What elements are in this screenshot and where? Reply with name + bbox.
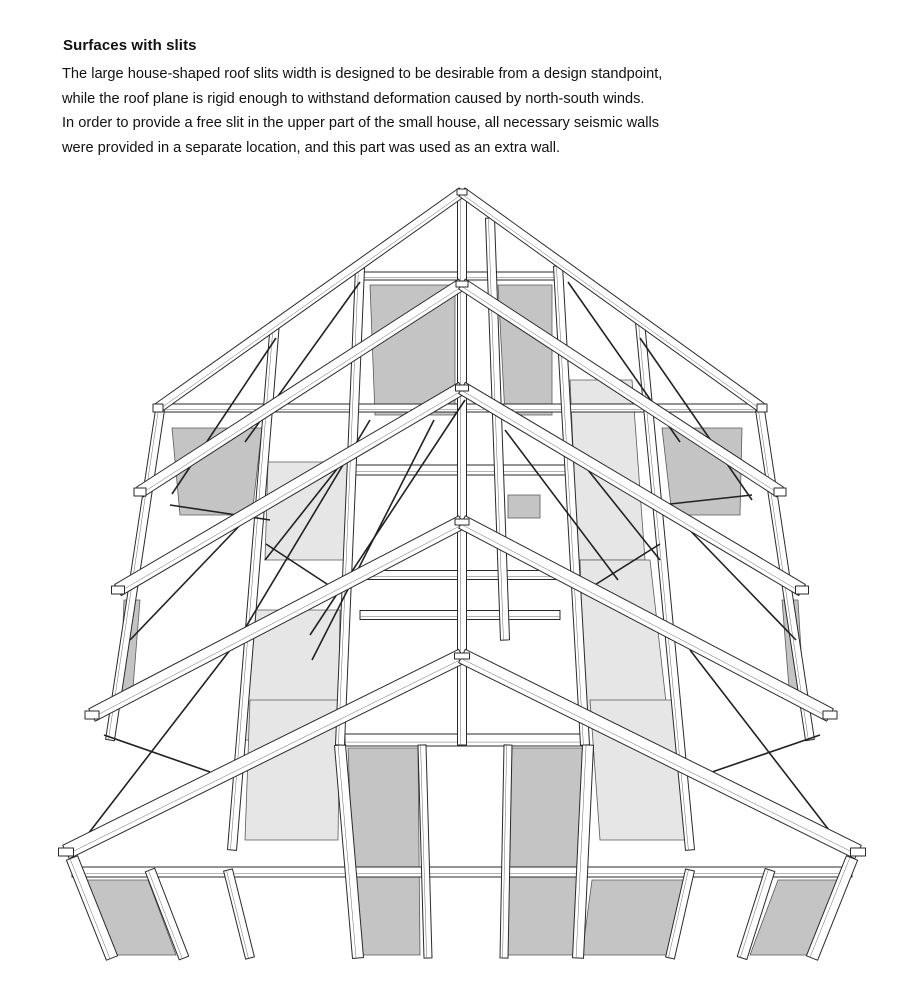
paragraph-line: The large house-shaped roof slits width is designed to be desirable from a design standpoint, [62,66,663,82]
eave-cap [851,848,866,856]
section-heading: Surfaces with slits [63,37,197,54]
paragraph-line: were provided in a separate location, and this part was used as an extra wall. [62,139,561,156]
ridge-cap [455,519,469,525]
eave-cap [823,711,837,719]
eave-cap [757,404,767,412]
eave-cap [112,586,125,594]
brace-rod [712,735,820,772]
paragraph-line: while the roof plane is rigid enough to withstand deformation caused by north-south winds. [62,90,645,107]
seismic-wall-panel [506,748,584,955]
ridge-cap [455,653,470,659]
horizontal-beam [72,867,852,877]
eave-cap [774,488,786,496]
eave-cap [59,848,74,856]
columns [66,192,857,960]
eave-cap [796,586,809,594]
eave-cap [134,488,146,496]
paragraph-line: In order to provide a free slit in the upper part of the small house, all necessary seismic walls [62,115,660,131]
seismic-wall-panel [508,495,540,518]
ridge-cap [456,385,469,391]
eave-cap [153,404,163,412]
eave-cap [85,711,99,719]
gable-frames [59,188,866,859]
ridge-cap [457,189,467,195]
brace-rod [104,735,210,772]
ridge-cap [456,281,468,287]
column [224,869,255,959]
seismic-wall-panel [498,285,552,415]
